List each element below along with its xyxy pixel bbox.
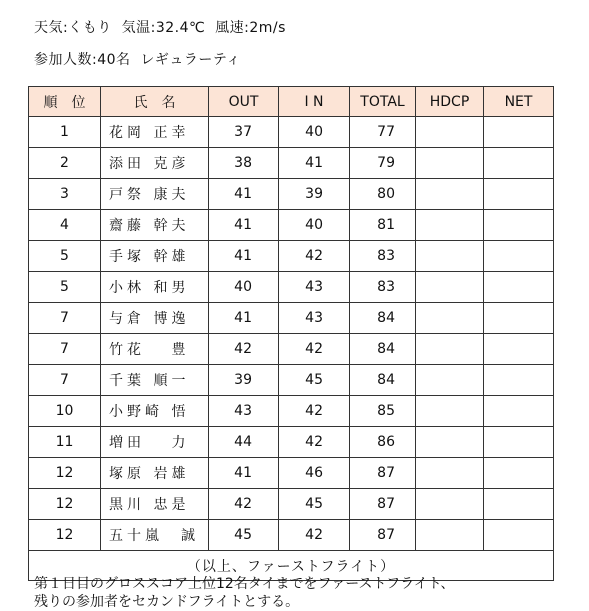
hdcp-cell — [416, 179, 484, 210]
net-cell — [484, 148, 554, 179]
in-score-cell: 42 — [279, 396, 350, 427]
net-cell — [484, 117, 554, 148]
table-row — [29, 427, 554, 458]
hdcp-cell — [416, 365, 484, 396]
net-cell — [484, 303, 554, 334]
total-score-cell: 87 — [350, 458, 416, 489]
net-cell — [484, 520, 554, 551]
table-row — [29, 241, 554, 272]
net-cell — [484, 272, 554, 303]
in-score-cell: 43 — [279, 303, 350, 334]
rank-cell: 7 — [29, 334, 101, 365]
in-score-cell: 42 — [279, 241, 350, 272]
total-score-cell: 79 — [350, 148, 416, 179]
rank-cell: 2 — [29, 148, 101, 179]
total-score-cell: 87 — [350, 489, 416, 520]
weather-info: 天気:くもり 気温:32.4℃ 風速:2m/s — [34, 20, 286, 36]
name-cell: 小野崎 悟 — [101, 396, 209, 427]
hdcp-cell — [416, 272, 484, 303]
table-row — [29, 272, 554, 303]
rank-cell: 10 — [29, 396, 101, 427]
rank-cell: 7 — [29, 365, 101, 396]
name-cell: 添田 克彦 — [101, 148, 209, 179]
out-score-cell: 45 — [209, 520, 279, 551]
table-header-row — [29, 87, 554, 117]
hdcp-cell — [416, 241, 484, 272]
first-flight-label: （以上、ファーストフライト） — [29, 551, 554, 581]
rank-cell: 5 — [29, 241, 101, 272]
name-cell: 竹花 豊 — [101, 334, 209, 365]
in-score-cell: 42 — [279, 520, 350, 551]
net-cell — [484, 334, 554, 365]
total-score-cell: 84 — [350, 334, 416, 365]
in-score-cell: 45 — [279, 365, 350, 396]
table-row — [29, 210, 554, 241]
note-line-1: 第１日目のグロススコア上位12名タイまでをファーストフライト、 — [34, 576, 455, 592]
out-score-cell: 41 — [209, 179, 279, 210]
hdcp-cell — [416, 334, 484, 365]
out-score-cell: 41 — [209, 241, 279, 272]
name-cell: 千葉 順一 — [101, 365, 209, 396]
in-score-cell: 40 — [279, 210, 350, 241]
out-score-cell: 40 — [209, 272, 279, 303]
hdcp-cell — [416, 396, 484, 427]
net-cell — [484, 458, 554, 489]
hdcp-cell — [416, 117, 484, 148]
table-row — [29, 303, 554, 334]
table-row — [29, 489, 554, 520]
hdcp-cell — [416, 148, 484, 179]
name-cell: 増田 力 — [101, 427, 209, 458]
hdcp-cell — [416, 210, 484, 241]
name-cell: 与倉 博逸 — [101, 303, 209, 334]
out-score-cell: 41 — [209, 210, 279, 241]
name-cell: 五十嵐 誠 — [101, 520, 209, 551]
in-score-cell: 46 — [279, 458, 350, 489]
hdcp-cell — [416, 520, 484, 551]
net-cell — [484, 427, 554, 458]
in-score-cell: 42 — [279, 334, 350, 365]
rank-cell: 12 — [29, 489, 101, 520]
out-score-cell: 41 — [209, 303, 279, 334]
rank-cell: 7 — [29, 303, 101, 334]
table-row — [29, 365, 554, 396]
in-score-cell: 40 — [279, 117, 350, 148]
out-score-cell: 44 — [209, 427, 279, 458]
in-score-cell: 45 — [279, 489, 350, 520]
net-cell — [484, 396, 554, 427]
net-cell — [484, 179, 554, 210]
column-header-hdcp: HDCP — [416, 87, 484, 117]
rank-cell: 1 — [29, 117, 101, 148]
rank-cell: 12 — [29, 520, 101, 551]
total-score-cell: 84 — [350, 365, 416, 396]
table-row — [29, 334, 554, 365]
rank-cell: 5 — [29, 272, 101, 303]
total-score-cell: 83 — [350, 272, 416, 303]
out-score-cell: 39 — [209, 365, 279, 396]
name-cell: 小林 和男 — [101, 272, 209, 303]
rank-cell: 11 — [29, 427, 101, 458]
out-score-cell: 38 — [209, 148, 279, 179]
total-score-cell: 81 — [350, 210, 416, 241]
name-cell: 花岡 正幸 — [101, 117, 209, 148]
net-cell — [484, 365, 554, 396]
name-cell: 塚原 岩雄 — [101, 458, 209, 489]
out-score-cell: 42 — [209, 334, 279, 365]
table-row — [29, 458, 554, 489]
column-header-name: 氏 名 — [101, 87, 209, 117]
total-score-cell: 85 — [350, 396, 416, 427]
table-row — [29, 148, 554, 179]
out-score-cell: 37 — [209, 117, 279, 148]
hdcp-cell — [416, 458, 484, 489]
table-row — [29, 179, 554, 210]
out-score-cell: 42 — [209, 489, 279, 520]
net-cell — [484, 210, 554, 241]
hdcp-cell — [416, 489, 484, 520]
total-score-cell: 77 — [350, 117, 416, 148]
column-header-net: NET — [484, 87, 554, 117]
column-header-in: I N — [279, 87, 350, 117]
column-header-out: OUT — [209, 87, 279, 117]
rank-cell: 12 — [29, 458, 101, 489]
rank-cell: 3 — [29, 179, 101, 210]
net-cell — [484, 489, 554, 520]
name-cell: 手塚 幹雄 — [101, 241, 209, 272]
total-score-cell: 80 — [350, 179, 416, 210]
total-score-cell: 84 — [350, 303, 416, 334]
in-score-cell: 42 — [279, 427, 350, 458]
column-header-rank: 順 位 — [29, 87, 101, 117]
total-score-cell: 87 — [350, 520, 416, 551]
participants-info: 参加人数:40名 レギュラーティ — [34, 52, 241, 68]
total-score-cell: 86 — [350, 427, 416, 458]
hdcp-cell — [416, 427, 484, 458]
name-cell: 齋藤 幹夫 — [101, 210, 209, 241]
in-score-cell: 43 — [279, 272, 350, 303]
total-score-cell: 83 — [350, 241, 416, 272]
name-cell: 戸祭 康夫 — [101, 179, 209, 210]
in-score-cell: 39 — [279, 179, 350, 210]
table-row — [29, 117, 554, 148]
table-row — [29, 396, 554, 427]
out-score-cell: 43 — [209, 396, 279, 427]
results-table — [28, 86, 554, 581]
in-score-cell: 41 — [279, 148, 350, 179]
table-row — [29, 520, 554, 551]
name-cell: 黒川 忠是 — [101, 489, 209, 520]
note-line-2: 残りの参加者をセカンドフライトとする。 — [34, 594, 300, 610]
out-score-cell: 41 — [209, 458, 279, 489]
hdcp-cell — [416, 303, 484, 334]
column-header-total: TOTAL — [350, 87, 416, 117]
rank-cell: 4 — [29, 210, 101, 241]
net-cell — [484, 241, 554, 272]
